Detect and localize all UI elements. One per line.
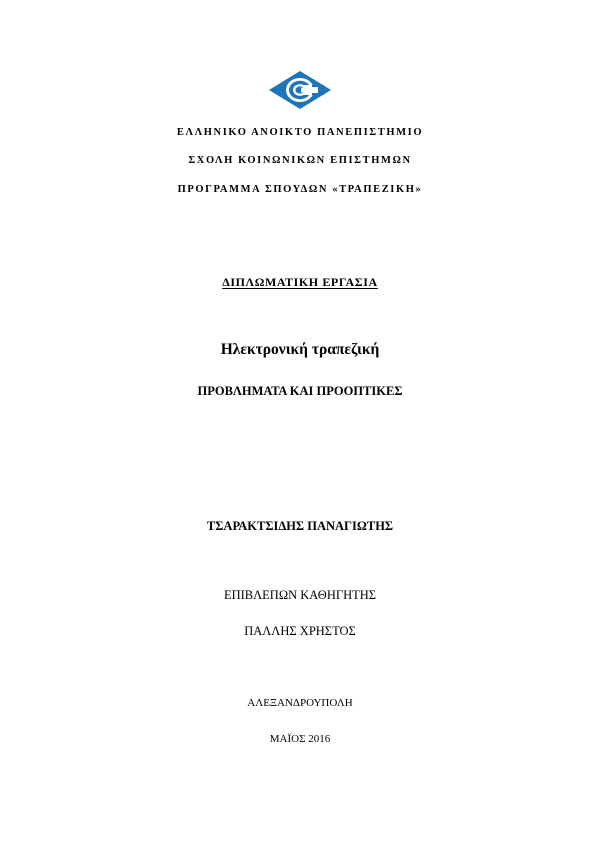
thesis-type-heading — [0, 275, 600, 290]
thesis-type-text: ΔΙΠΛΩΜΑΤΙΚΗ ΕΡΓΑΣΙΑ — [222, 275, 378, 289]
city: ΑΛΕΞΑΝΔΡΟΥΠΟΛΗ — [247, 697, 353, 709]
university-name: ΕΛΛΗΝΙΚΟ ΑΝΟΙΚΤΟ ΠΑΝΕΠΙΣΤΗΜΙΟ — [176, 127, 424, 138]
university-emblem-icon — [268, 70, 332, 110]
date: ΜΑΪΟΣ 2016 — [269, 733, 331, 745]
school-name: ΣΧΟΛΗ ΚΟΙΝΩΝΙΚΩΝ ΕΠΙΣΤΗΜΩΝ — [188, 155, 412, 166]
program-name: ΠΡΟΓΡΑΜΜΑ ΣΠΟΥΔΩΝ «ΤΡΑΠΕΖΙΚΗ» — [177, 184, 423, 195]
supervisor-name: ΠΑΛΛΗΣ ΧΡΗΣΤΟΣ — [244, 624, 356, 638]
thesis-subtitle: ΠΡΟΒΛΗΜΑΤΑ ΚΑΙ ΠΡΟΟΠΤΙΚΕΣ — [197, 384, 403, 398]
supervisor-label: ΕΠΙΒΛΕΠΩΝ ΚΑΘΗΓΗΤΗΣ — [223, 588, 377, 602]
author-name: ΤΣΑΡΑΚΤΣΙΔΗΣ ΠΑΝΑΓΙΩΤΗΣ — [206, 519, 394, 533]
thesis-title: Ηλεκτρονική τραπεζική — [220, 341, 380, 358]
